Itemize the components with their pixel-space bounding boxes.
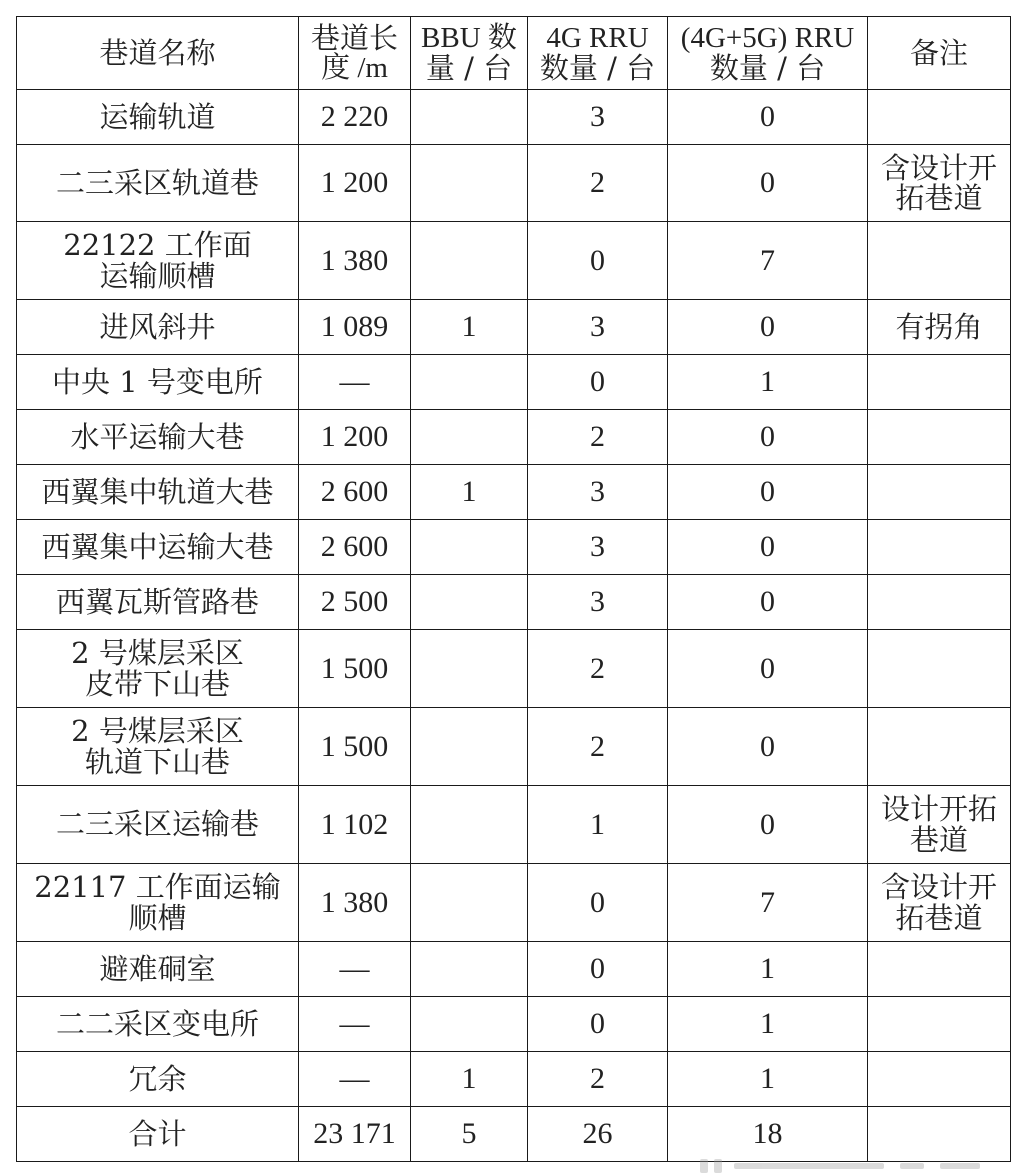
tunnel-equipment-table [16,16,1011,1162]
cell-4g5g-rru [668,222,868,300]
total-length [299,1107,411,1162]
cell-4g-rru-text: 3 [590,100,605,134]
cell-4g-rru-text: 0 [590,365,605,399]
cell-note [868,410,1011,465]
cell-name-text: 进风斜井 [99,309,216,344]
table-row [17,145,1011,222]
cell-4g-rru [528,222,668,300]
cell-name [17,520,299,575]
header-bbu: BBU 数 量 / 台 [411,17,528,90]
cell-4g5g-rru-text: 7 [760,885,775,919]
cell-length [299,520,411,575]
cell-name [17,410,299,465]
cell-4g5g-rru [668,864,868,942]
cell-length-text: 1 380 [320,243,389,277]
cell-bbu [411,997,528,1052]
table-row [17,222,1011,300]
header-4g5g-rru: (4G+5G) RRU 数量 / 台 [668,17,868,90]
cell-4g5g-rru [668,575,868,630]
cell-4g-rru-text: 2 [590,729,605,763]
cell-4g-rru [528,708,668,786]
header-length: 巷道长 度 /m [299,17,411,90]
cell-4g-rru [528,997,668,1052]
cell-note [868,520,1011,575]
cell-4g5g-rru-text: 1 [760,365,775,399]
table-row [17,300,1011,355]
watermark-graphic [700,1157,1020,1175]
table-body [17,90,1011,1162]
table-row [17,410,1011,465]
cell-4g5g-rru-text: 0 [760,807,775,841]
cell-4g5g-rru-text: 0 [760,729,775,763]
cell-note [868,465,1011,520]
table-row [17,942,1011,997]
table-row [17,575,1011,630]
total-label-text: 合计 [128,1116,187,1151]
header-row [17,17,1011,90]
cell-name-text: 顺槽 [128,900,187,935]
table-row [17,630,1011,708]
cell-4g-rru [528,575,668,630]
cell-note [868,942,1011,997]
cell-4g5g-rru-text: 1 [760,1062,775,1096]
cell-4g-rru-text: 1 [590,807,605,841]
header-4g-rru: 4G RRU 数量 / 台 [528,17,668,90]
table-row [17,355,1011,410]
cell-name [17,300,299,355]
cell-note-text: 拓巷道 [895,900,983,935]
cell-length-text: — [339,1007,370,1041]
cell-4g-rru-text: 2 [590,651,605,685]
cell-name [17,786,299,864]
cell-name-text: 西翼瓦斯管路巷 [55,584,259,619]
cell-bbu [411,630,528,708]
cell-4g5g-rru-text: 7 [760,243,775,277]
cell-4g5g-rru [668,465,868,520]
cell-4g-rru [528,145,668,222]
cell-4g5g-rru-text: 0 [760,585,775,619]
cell-length-text: 1 500 [320,651,389,685]
cell-4g5g-rru [668,1052,868,1107]
cell-length [299,630,411,708]
cell-note [868,786,1011,864]
cell-length [299,145,411,222]
cell-length-text: — [339,365,370,399]
cell-name [17,1052,299,1107]
cell-name [17,708,299,786]
cell-4g-rru-text: 3 [590,585,605,619]
cell-4g-rru-text: 2 [590,1062,605,1096]
total-4g-rru [528,1107,668,1162]
tunnel-equipment-table-wrapper [16,16,1010,1162]
cell-4g-rru-text: 2 [590,166,605,200]
cell-4g5g-rru [668,786,868,864]
cell-bbu [411,864,528,942]
cell-name [17,942,299,997]
cell-length [299,864,411,942]
cell-name-text: 2 号煤层采区 [71,714,244,749]
cell-4g5g-rru-text: 0 [760,651,775,685]
table-row [17,864,1011,942]
cell-4g-rru [528,465,668,520]
table-row [17,465,1011,520]
table-row [17,997,1011,1052]
cell-bbu [411,708,528,786]
cell-length [299,942,411,997]
cell-name-text: 22117 工作面运输 [34,870,281,905]
total-bbu-text: 5 [461,1117,477,1151]
cell-note-text: 有拐角 [895,309,983,344]
cell-note [868,575,1011,630]
cell-name-text: 避难硐室 [99,951,216,986]
cell-4g5g-rru-text: 0 [760,420,775,454]
total-note [868,1107,1011,1162]
cell-length [299,786,411,864]
cell-name-text: 冗余 [128,1061,187,1096]
cell-name-text: 轨道下山巷 [84,744,230,779]
cell-4g5g-rru [668,630,868,708]
header-name: 巷道名称 [17,17,299,90]
cell-note-text: 设计开拓 [880,792,997,827]
cell-note [868,864,1011,942]
cell-4g5g-rru [668,300,868,355]
cell-name-text: 皮带下山巷 [84,666,230,701]
cell-name [17,630,299,708]
cell-name [17,355,299,410]
total-bbu [411,1107,528,1162]
cell-length [299,300,411,355]
cell-4g5g-rru-text: 1 [760,1007,775,1041]
cell-length [299,1052,411,1107]
cell-4g-rru-text: 0 [590,243,605,277]
cell-4g5g-rru [668,90,868,145]
cell-bbu [411,1052,528,1107]
cell-4g-rru [528,355,668,410]
cell-4g5g-rru [668,708,868,786]
cell-bbu [411,90,528,145]
cell-4g5g-rru-text: 0 [760,475,775,509]
cell-length [299,575,411,630]
cell-bbu [411,145,528,222]
cell-name [17,864,299,942]
cell-4g-rru [528,520,668,575]
cell-4g5g-rru-text: 0 [760,100,775,134]
header-note: 备注 [868,17,1011,90]
cell-note [868,90,1011,145]
cell-4g-rru-text: 0 [590,952,605,986]
cell-name [17,465,299,520]
cell-note-text: 含设计开 [880,870,997,905]
cell-4g-rru-text: 2 [590,420,605,454]
cell-length-text: 2 220 [320,100,389,134]
table-row [17,786,1011,864]
cell-name [17,145,299,222]
cell-4g-rru [528,786,668,864]
cell-bbu [411,786,528,864]
total-4g5g-rru-text: 18 [752,1117,783,1151]
cell-bbu [411,410,528,465]
cell-4g-rru [528,630,668,708]
table-row [17,708,1011,786]
cell-bbu [411,355,528,410]
cell-4g-rru [528,942,668,997]
cell-4g5g-rru [668,520,868,575]
cell-4g5g-rru-text: 0 [760,310,775,344]
cell-4g-rru-text: 0 [590,885,605,919]
cell-length-text: — [339,1062,370,1096]
cell-bbu [411,465,528,520]
cell-note [868,708,1011,786]
cell-bbu-text: 1 [461,475,477,509]
cell-length [299,222,411,300]
cell-bbu-text: 1 [461,1062,477,1096]
cell-length [299,410,411,465]
cell-length-text: 2 600 [320,530,389,564]
cell-name-text: 二三采区轨道巷 [55,165,259,200]
cell-4g-rru-text: 0 [590,1007,605,1041]
total-4g5g-rru [668,1107,868,1162]
cell-length-text: 1 380 [320,885,389,919]
cell-4g5g-rru [668,355,868,410]
cell-length-text: 2 500 [320,585,389,619]
cell-4g-rru-text: 3 [590,310,605,344]
cell-4g5g-rru [668,942,868,997]
cell-note [868,630,1011,708]
cell-name-text: 二三采区运输巷 [55,807,259,842]
cell-4g-rru-text: 3 [590,475,605,509]
cell-name-text: 二二采区变电所 [55,1006,259,1041]
cell-length-text: 1 089 [320,310,389,344]
cell-name-text: 西翼集中运输大巷 [41,529,274,564]
cell-4g5g-rru-text: 0 [760,166,775,200]
cell-4g5g-rru [668,145,868,222]
cell-length-text: 2 600 [320,475,389,509]
table-row [17,520,1011,575]
cell-name-text: 运输顺槽 [99,258,216,293]
total-row [17,1107,1011,1162]
cell-length-text: — [339,952,370,986]
cell-bbu [411,520,528,575]
cell-name-text: 西翼集中轨道大巷 [41,474,274,509]
cell-bbu [411,300,528,355]
cell-length [299,90,411,145]
cell-4g-rru [528,90,668,145]
cell-4g5g-rru-text: 1 [760,952,775,986]
cell-4g5g-rru [668,997,868,1052]
cell-length [299,465,411,520]
cell-length-text: 1 102 [320,807,389,841]
cell-bbu [411,942,528,997]
cell-note [868,355,1011,410]
cell-note [868,300,1011,355]
cell-4g-rru [528,410,668,465]
cell-bbu [411,222,528,300]
cell-length [299,997,411,1052]
cell-name [17,575,299,630]
cell-note-text: 拓巷道 [895,181,983,215]
cell-4g-rru [528,1052,668,1107]
total-length-text: 23 171 [313,1117,396,1151]
cell-name-text: 运输轨道 [99,99,216,134]
cell-name-text: 中央 1 号变电所 [52,364,263,399]
cell-note [868,997,1011,1052]
cell-note [868,1052,1011,1107]
total-label [17,1107,299,1162]
cell-name-text: 水平运输大巷 [70,419,245,454]
cell-length-text: 1 200 [320,166,389,200]
cell-name [17,90,299,145]
table-row [17,90,1011,145]
cell-4g-rru-text: 3 [590,530,605,564]
total-4g-rru-text: 26 [582,1117,613,1151]
cell-length-text: 1 200 [320,420,389,454]
cell-length [299,355,411,410]
table-row [17,1052,1011,1107]
cell-name [17,997,299,1052]
cell-bbu [411,575,528,630]
cell-name-text: 2 号煤层采区 [71,636,244,671]
cell-4g5g-rru-text: 0 [760,530,775,564]
cell-4g-rru [528,300,668,355]
cell-length-text: 1 500 [320,729,389,763]
cell-bbu-text: 1 [461,310,477,344]
cell-note-text: 含设计开 [880,150,997,185]
cell-note [868,145,1011,222]
cell-length [299,708,411,786]
cell-4g-rru [528,864,668,942]
cell-name-text: 22122 工作面 [63,228,252,263]
cell-name [17,222,299,300]
cell-4g5g-rru [668,410,868,465]
cell-note-text: 巷道 [909,822,968,857]
cell-note [868,222,1011,300]
